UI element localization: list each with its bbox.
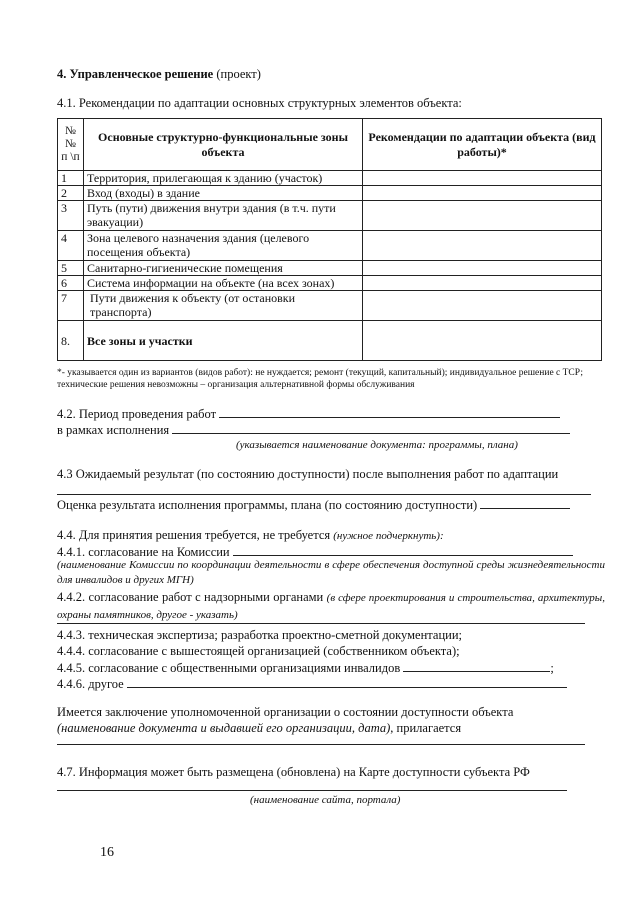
subsection-4-1: 4.1. Рекомендации по адаптации основных структурных элементов объекта:: [57, 96, 462, 110]
table-row: 8. Все зоны и участки: [58, 321, 602, 361]
recommendation-cell[interactable]: [363, 321, 602, 361]
recommendation-cell[interactable]: [363, 231, 602, 261]
table-row: 4 Зона целевого назначения здания (целевого посещения объекта): [58, 231, 602, 261]
result-assessment: Оценка результата исполнения программы, плана (по состоянию доступности): [57, 496, 570, 513]
recommendation-cell[interactable]: [363, 291, 602, 321]
expected-result-field[interactable]: [57, 494, 591, 495]
map-site-note: (наименование сайта, портала): [250, 794, 401, 806]
other-field[interactable]: [127, 675, 567, 688]
recommendation-cell[interactable]: [363, 276, 602, 291]
recommendation-cell[interactable]: [363, 171, 602, 186]
subsection-4-2: 4.2. Период проведения работ: [57, 405, 560, 422]
header-recommendation: Рекомендации по адаптации объекта (вид работы)*: [363, 119, 602, 171]
recommendation-cell[interactable]: [363, 201, 602, 231]
header-number: [58, 119, 84, 171]
item-4-4-4: 4.4.4. согласование с вышестоящей организацией (собственником объекта);: [57, 644, 460, 658]
header-zone: Основные структурно-функциональные зоны объекта: [84, 119, 363, 171]
subsection-4-7: 4.7. Информация может быть размещена (обновлена) на Карте доступности субъекта РФ: [57, 765, 530, 779]
page-number: 16: [100, 845, 114, 860]
execution-document-field[interactable]: [172, 421, 570, 434]
table-row: 3 Путь (пути) движения внутри здания (в т.ч. пути эвакуации): [58, 201, 602, 231]
conclusion-line: Имеется заключение уполномоченной организации о состоянии доступности объекта: [57, 705, 514, 719]
item-4-4-3: 4.4.3. техническая экспертиза; разработка проектно-сметной документации;: [57, 628, 462, 642]
commission-note: (наименование Комиссии по координации деятельности в сфере обеспечения доступной среды жизнедеятельности для инвалидов и других МГН): [57, 559, 605, 586]
header-number-text: № № п \п: [61, 125, 80, 163]
work-period-field[interactable]: [219, 405, 560, 418]
section-title: 4. Управленческое решение (проект): [57, 67, 261, 81]
table-row: 5 Санитарно-гигиенические помещения: [58, 261, 602, 276]
recommendation-cell[interactable]: [363, 186, 602, 201]
item-4-4-1: 4.4.1. согласование на Комиссии: [57, 543, 573, 560]
table-row: 6 Система информации на объекте (на всех зонах): [58, 276, 602, 291]
recommendation-cell[interactable]: [363, 261, 602, 276]
conclusion-detail: (наименование документа и выдавшей его организации, дата), прилагается: [57, 721, 462, 735]
commission-field[interactable]: [233, 543, 573, 556]
supervisory-field[interactable]: [57, 623, 585, 624]
subsection-4-3: 4.3 Ожидаемый результат (по состоянию доступности) после выполнения работ по адаптации: [57, 467, 559, 481]
item-4-4-6: 4.4.6. другое: [57, 675, 567, 692]
subsection-4-4: 4.4. Для принятия решения требуется, не требуется (нужное подчеркнуть):: [57, 528, 444, 542]
execution-note: (указывается наименование документа: программы, плана): [236, 439, 518, 451]
table-header-row: [58, 119, 602, 171]
item-4-4-2: 4.4.2. согласование работ с надзорными органами (в сфере проектирования и строительства, архитектуры, охраны памятников, другое - указать): [57, 590, 606, 621]
table-row: 1 Территория, прилегающая к зданию (участок): [58, 171, 602, 186]
table-row: 2 Вход (входы) в здание: [58, 186, 602, 201]
conclusion-field[interactable]: [57, 744, 585, 745]
item-4-4-5: 4.4.5. согласование с общественными организациями инвалидов ;: [57, 661, 554, 675]
public-orgs-field[interactable]: [403, 659, 550, 672]
assessment-field[interactable]: [480, 496, 570, 509]
table-row: 7 Пути движения к объекту (от остановки транспорта): [58, 291, 602, 321]
map-site-field[interactable]: [57, 790, 567, 791]
execution-line: в рамках исполнения: [57, 421, 570, 438]
table-footnote: *- указывается один из вариантов (видов работ): не нуждается; ремонт (текущий, капитальный); индивидуальное решение с ТСР; технические решения невозможны – организация альтернативной формы обслуживания: [57, 368, 584, 390]
recommendations-table: [57, 118, 602, 361]
